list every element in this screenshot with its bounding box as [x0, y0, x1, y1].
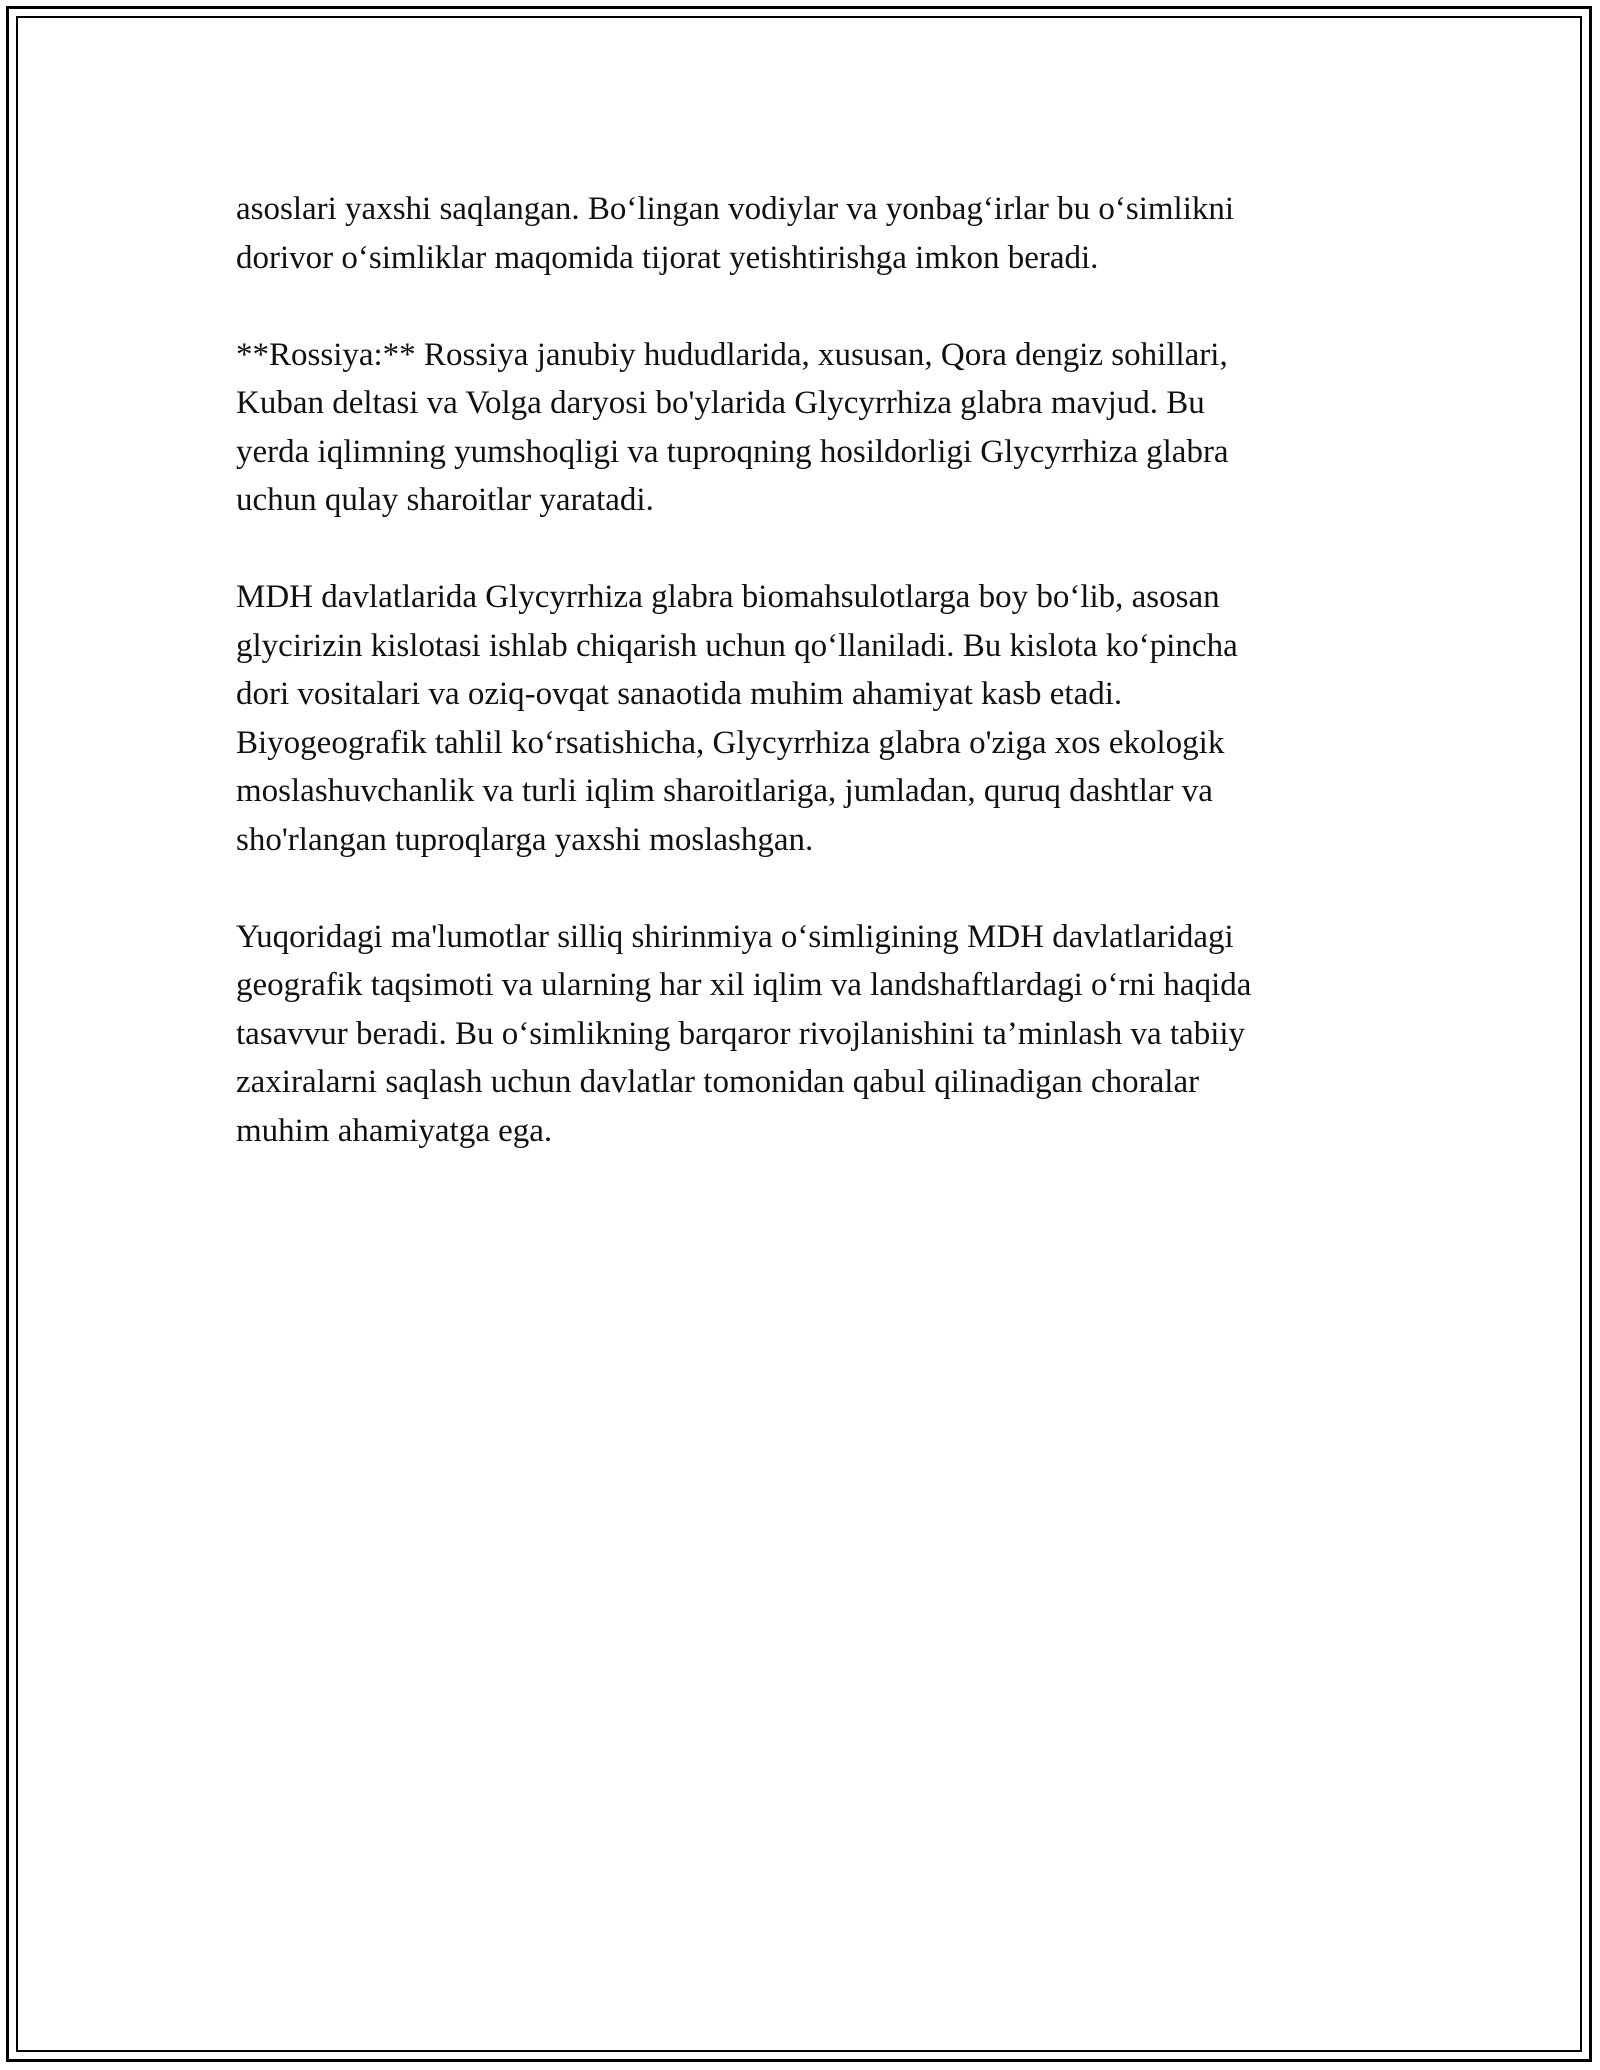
paragraph-mdh	[236, 573, 1376, 864]
paragraph-line: tasavvur beradi. Bu o‘simlikning barqaror rivojlanishini ta’minlash va tabiiy	[236, 1015, 1246, 1052]
paragraph-line: asoslari yaxshi saqlangan. Bo‘lingan vodiylar va yonbag‘irlar bu o‘simlikni	[236, 191, 1235, 227]
paragraph-line: glycirizin kislotasi ishlab chiqarish uchun qo‘llaniladi. Bu kislota ko‘pincha	[236, 627, 1238, 664]
paragraph-line: dorivor o‘simliklar maqomida tijorat yetishtirishga imkon beradi.	[236, 239, 1099, 276]
paragraph-line: zaxiralarni saqlash uchun davlatlar tomonidan qabul qilinadigan choralar	[236, 1064, 1200, 1100]
paragraph-line: dori vositalari va oziq-ovqat sanaotida muhim ahamiyat kasb etadi.	[236, 676, 1123, 712]
paragraph-line: Kuban deltasi va Volga daryosi bo'ylarida Glycyrrhiza glabra mavjud. Bu	[236, 385, 1205, 421]
paragraph-line: sho'rlangan tuproqlarga yaxshi moslashgan.	[236, 821, 814, 858]
paragraph-line: uchun qulay sharoitlar yaratadi.	[236, 482, 654, 518]
paragraph-line: MDH davlatlarida Glycyrrhiza glabra biomahsulotlarga boy bo‘lib, asosan	[236, 579, 1220, 615]
document-body	[236, 185, 1376, 1204]
paragraph-line: geografik taqsimoti va ularning har xil iqlim va landshaftlardagi o‘rni haqida	[236, 967, 1252, 1003]
paragraph-line: yerda iqlimning yumshoqligi va tuproqning hosildorligi Glycyrrhiza glabra	[236, 433, 1229, 470]
paragraph-line: Yuqoridagi ma'lumotlar silliq shirinmiya o‘simligining MDH davlatlaridagi	[236, 918, 1234, 955]
paragraph-conclusion	[236, 913, 1376, 1156]
paragraph-1	[236, 185, 1376, 282]
paragraph-line: moslashuvchanlik va turli iqlim sharoitlariga, jumladan, quruq dashtlar va	[236, 773, 1213, 809]
paragraph-rossiya	[236, 331, 1376, 525]
paragraph-line: **Rossiya:** Rossiya janubiy hududlarida, xususan, Qora dengiz sohillari,	[236, 336, 1228, 373]
paragraph-line: Biyogeografik tahlil ko‘rsatishicha, Glycyrrhiza glabra o'ziga xos ekologik	[236, 724, 1225, 761]
paragraph-line: muhim ahamiyatga ega.	[236, 1112, 553, 1149]
